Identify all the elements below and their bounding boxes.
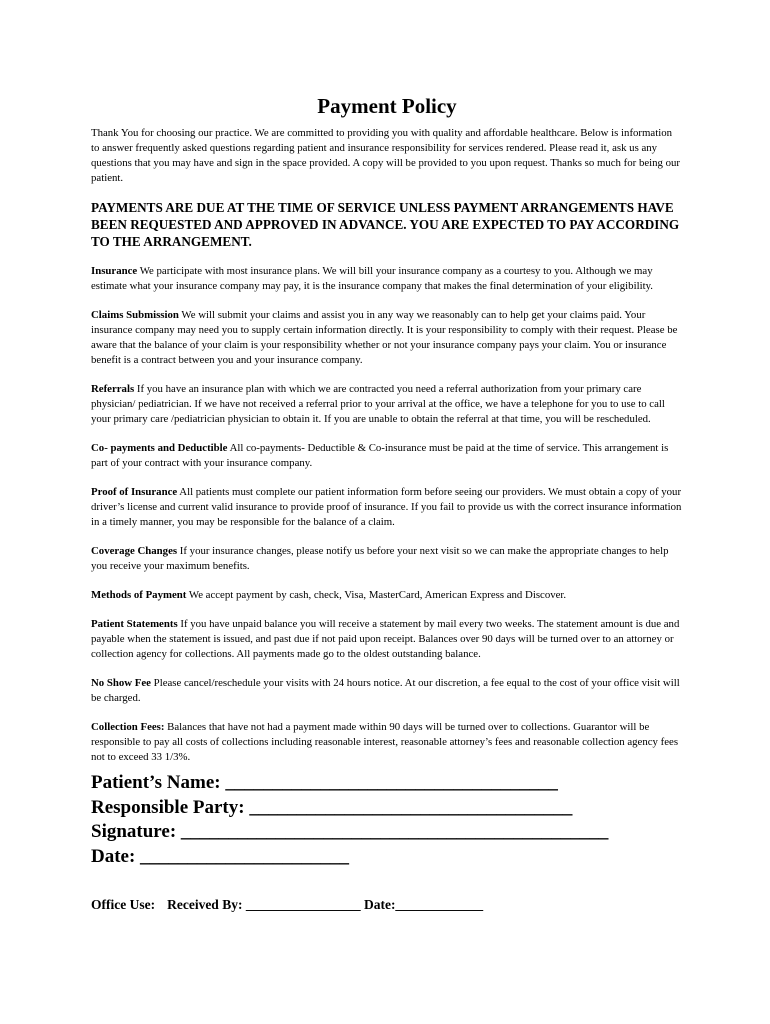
section-text: We accept payment by cash, check, Visa, MasterCard, American Express and Discover. [186,589,567,601]
section-text: All patients must complete our patient information form before seeing our providers. We must obtain a copy of your driver’s license and current valid insurance to provide proof of insurance. If you fail to provide us with the correct insurance information in a timely manner, you may be responsible for the balance of a claim. [91,486,682,528]
patient-name-field[interactable]: Patient’s Name: ___________________________________ [91,772,558,793]
office-use-label: Office Use: [91,897,156,912]
section-text: If you have an insurance plan with which we are contracted you need a referral authorization from your primary care physician/ pediatrician. If we have not received a referral prior to your arrival at the office, we have a telephone for you to use to call your primary care /pediatrician physician to obtain it. If you are unable to obtain the referral at that time, you will be rescheduled. [91,383,665,425]
intro-paragraph: Thank You for choosing our practice. We are committed to providing you with quality and affordable healthcare. Below is information to answer frequently asked questions regarding patient and insurance responsibility for services rendered. Please read it, ask us any questions that you may have and sign in the space provided. A copy will be provided to you upon request. Thanks so much for being our patient. [91,127,681,184]
payment-policy-document [91,92,683,913]
page-title: Payment Policy [317,94,457,118]
section-text: If you have unpaid balance you will receive a statement by mail every two weeks. The statement amount is due and payable when the statement is issued, and past due if not paid upon receipt. Balances over 90 days will be turned over to an attorney or collection agency for collections. All payments made go to the oldest outstanding balance. [91,618,680,660]
signature-field[interactable]: Signature: _____________________________________________ [91,821,609,842]
section-heading: No Show Fee [91,677,151,689]
section-heading: Proof of Insurance [91,486,178,498]
section-coverage-changes [91,544,683,574]
received-by-field[interactable]: Received By: _________________ [167,897,361,912]
section-insurance [91,264,683,294]
section-heading: Methods of Payment [91,589,187,601]
payment-notice: PAYMENTS ARE DUE AT THE TIME OF SERVICE UNLESS PAYMENT ARRANGEMENTS HAVE BEEN REQUESTED AND APPROVED IN ADVANCE. YOU ARE EXPECTED TO PAY ACCORDING TO THE ARRANGEMENT. [91,200,680,249]
section-collection-fees [91,720,683,765]
section-text: We will submit your claims and assist you in any way we reasonably can to help get your claims paid. Your insurance company may need you to supply certain information directly. It is your responsibility to comply with their request. Please be aware that the balance of your claim is your responsibility whether or not your insurance company pays your claim. You or insurance benefit is a contract between you and your insurance company. [91,309,678,366]
section-text: Balances that have not had a payment made within 90 days will be turned over to collections. Guarantor will be responsible to pay all costs of collections including reasonable interest, reasonable attorney’s fees and reasonable collection agency fees not to exceed 33 1/3%. [91,721,679,763]
section-claims-submission [91,308,683,368]
section-heading: Patient Statements [91,618,178,630]
section-patient-statements [91,617,683,662]
section-text: If your insurance changes, please notify us before your next visit so we can make the appropriate changes to help you receive your maximum benefits. [91,545,669,572]
responsible-party-field[interactable]: Responsible Party: __________________________________ [91,796,573,818]
section-no-show-fee [91,676,683,706]
section-heading: Claims Submission [91,309,179,321]
office-use-line [91,897,683,913]
section-heading: Referrals [91,383,135,395]
section-heading: Collection Fees: [91,721,165,733]
section-heading: Co- payments and Deductible [91,442,228,454]
date-field[interactable]: Date: ______________________ [91,845,350,867]
signature-block [91,771,683,869]
office-date-field[interactable]: Date:_____________ [363,897,484,912]
section-heading: Coverage Changes [91,545,178,557]
section-text: Please cancel/reschedule your visits with 24 hours notice. At our discretion, a fee equal to the cost of your office visit will be charged. [91,677,680,704]
section-text: We participate with most insurance plans. We will bill your insurance company as a courtesy to you. Although we may estimate what your insurance company may pay, it is the insurance company that makes the final determination of your eligibility. [91,265,653,292]
section-proof-of-insurance [91,485,683,530]
section-methods-of-payment [91,588,683,603]
section-referrals [91,382,683,427]
section-co-payments [91,441,683,471]
section-text: All co-payments- Deductible & Co-insurance must be paid at the time of service. This arrangement is part of your contract with your insurance company. [91,442,669,469]
section-heading: Insurance [91,265,138,277]
